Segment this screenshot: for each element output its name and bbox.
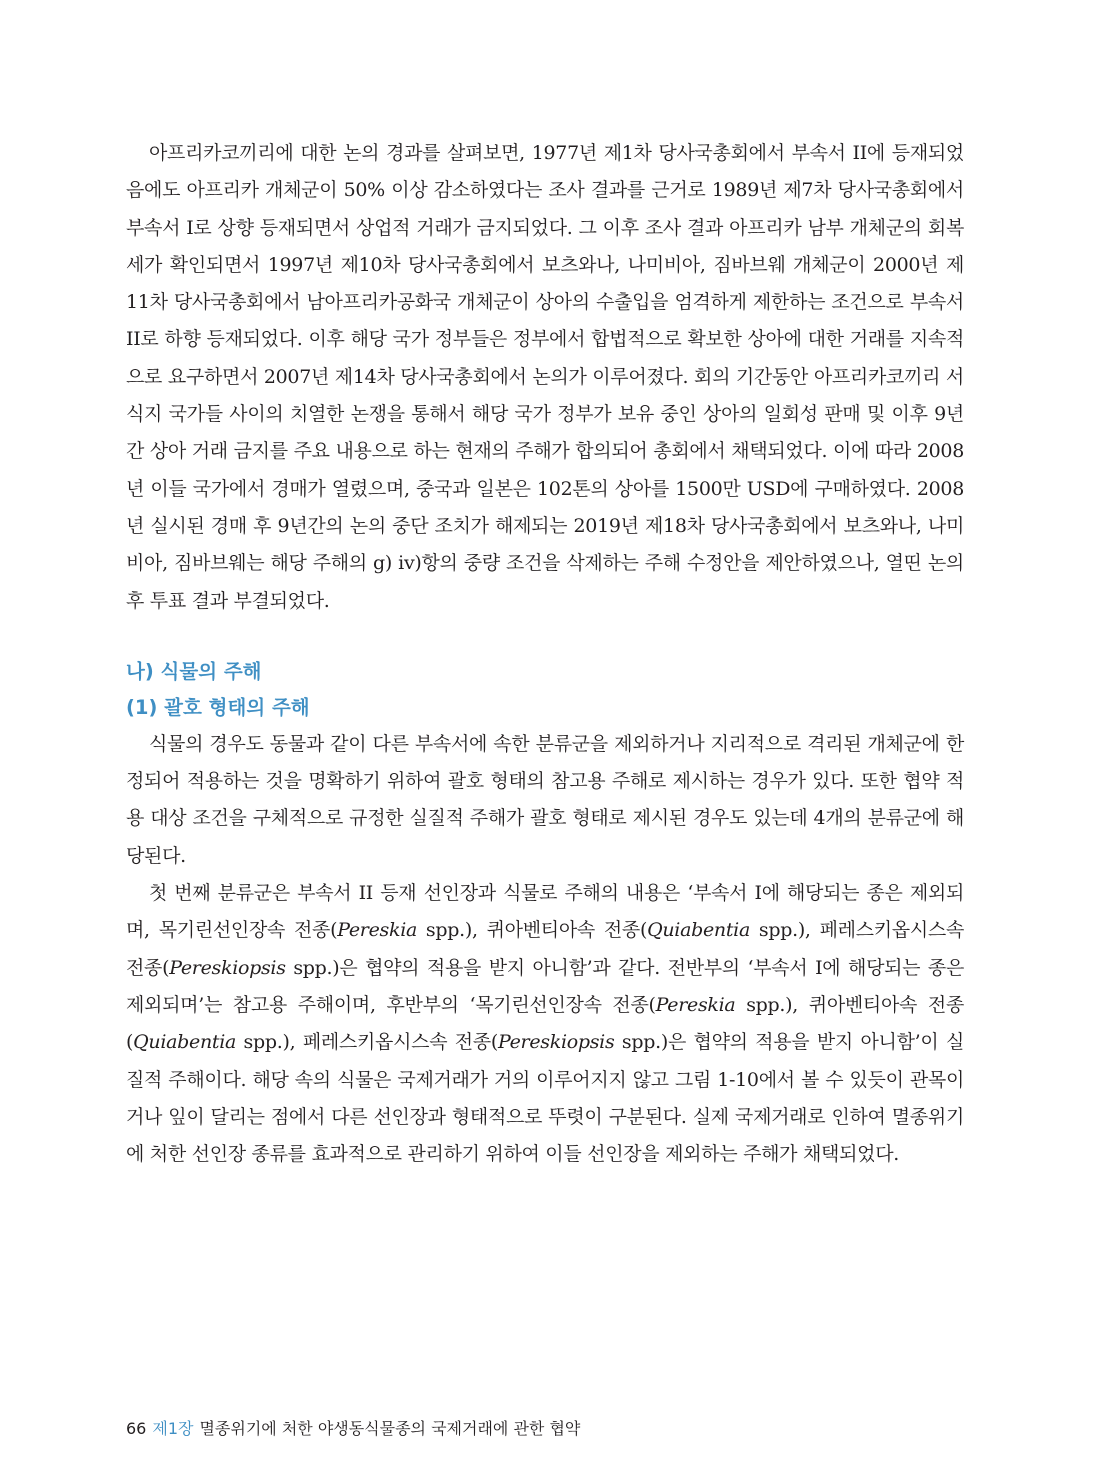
page-number: 66 (126, 1419, 147, 1438)
genus-name-pereskia: Pereskia (337, 919, 418, 942)
text-run: spp.), 페레스키옵시스속 전종( (236, 1031, 498, 1054)
chapter-label: 제1장 (152, 1419, 194, 1438)
text-run: 첫 번째 분류군은 부속서 II 등재 선인장과 식물로 주해의 내용은 ‘부속서 I에 해당되는 종은 제외되며, 목기린선인장속 전종( (126, 882, 964, 942)
subsection-heading-parenthetical: (1) 괄호 형태의 주해 (126, 695, 310, 719)
chapter-title: 멸종위기에 처한 야생동식물종의 국제거래에 관한 협약 (199, 1419, 581, 1438)
paragraph-elephant-history: 아프리카코끼리에 대한 논의 경과를 살펴보면, 1977년 제1차 당사국총회에서 부속서 II에 등재되었음에도 아프리카 개체군이 50% 이상 감소하였다는 조사 결과를 근거로 1989년 제7차 당사국총회에서 부속서 I로 상향 등재되면서 상업적 거래가 금지되었다. 그 이후 조사 결과 아프리카 남부 개체군의 회복세가 확인되면서 1997년 제10차 당사국총회에서 보츠와나, 나미비아, 짐바브웨 개체군이 2000년 제11차 당사국총회에서 남아프리카공화국 개체군이 상아의 수출입을 엄격하게 제한하는 조건으로 부속서 II로 하향 등재되었다. 이후 해당 국가 정부들은 정부에서 합법적으로 확보한 상아에 대한 거래를 지속적으로 요구하면서 2007년 제14차 당사국총회에서 논의가 이루어졌다. 회의 기간동안 아프리카코끼리 서식지 국가들 사이의 치열한 논쟁을 통해서 해당 국가 정부가 보유 중인 상아의 일회성 판매 및 이후 9년간 상아 거래 금지를 주요 내용으로 하는 현재의 주해가 합의되어 총회에서 채택되었다. 이에 따라 2008년 이들 국가에서 경매가 열렸으며, 중국과 일본은 102톤의 상아를 1500만 USD에 구매하였다. 2008년 실시된 경매 후 9년간의 논의 중단 조치가 해제되는 2019년 제18차 당사국총회에서 보츠와나, 나미비아, 짐바브웨는 해당 주해의 g) iv)항의 중량 조건을 삭제하는 주해 수정안을 제안하였으나, 열띤 논의 후 투표 결과 부결되었다. (126, 142, 964, 612)
text-run: spp.), 퀴아벤티아속 전종( (417, 919, 648, 942)
text-run: spp.)은 협약의 적용을 받지 아니함’이 실질적 주해이다. 해당 속의 식물은 국제거래가 거의 이루어지지 않고 그림 1-10에서 볼 수 있듯이 관목이거나 잎이 달리는 점에서 다른 선인장과 형태적으로 뚜렷이 구분된다. 실제 국제거래로 인하여 멸종위기에 처한 선인장 종류를 효과적으로 관리하기 위하여 이들 선인장을 제외하는 주해가 채택되었다. (126, 1031, 964, 1166)
paragraph-cactus-annotation (126, 875, 964, 1173)
genus-name-pereskiopsis: Pereskiopsis (497, 1031, 615, 1054)
text-run: spp.), 페레스키옵시스속 전종( (126, 919, 965, 979)
section-heading-plant-annotations: 나) 식물의 주해 (126, 659, 262, 683)
genus-name-pereskiopsis: Pereskiopsis (169, 956, 286, 979)
text-run: spp.)은 협약의 적용을 받지 아니함’과 같다. 전반부의 ‘부속서 I에 해당되는 종은 제외되며’는 참고용 주해이며, 후반부의 ‘목기린선인장속 전종( (126, 956, 964, 1016)
paragraph-plant-annotations-intro: 식물의 경우도 동물과 같이 다른 부속서에 속한 분류군을 제외하거나 지리적으로 격리된 개체군에 한정되어 적용하는 것을 명확하기 위하여 괄호 형태의 참고용 주해로 제시하는 경우가 있다. 또한 협약 적용 대상 조건을 구체적으로 규정한 실질적 주해가 괄호 형태로 제시된 경우도 있는데 4개의 분류군에 해당된다. (126, 732, 964, 867)
page-content (126, 135, 964, 1173)
genus-name-quiabentia: Quiabentia (647, 919, 750, 942)
genus-name-pereskia: Pereskia (655, 993, 736, 1016)
genus-name-quiabentia: Quiabentia (133, 1031, 237, 1054)
page-footer (126, 1416, 580, 1439)
text-run: spp.), 퀴아벤티아속 전종( (126, 993, 964, 1054)
